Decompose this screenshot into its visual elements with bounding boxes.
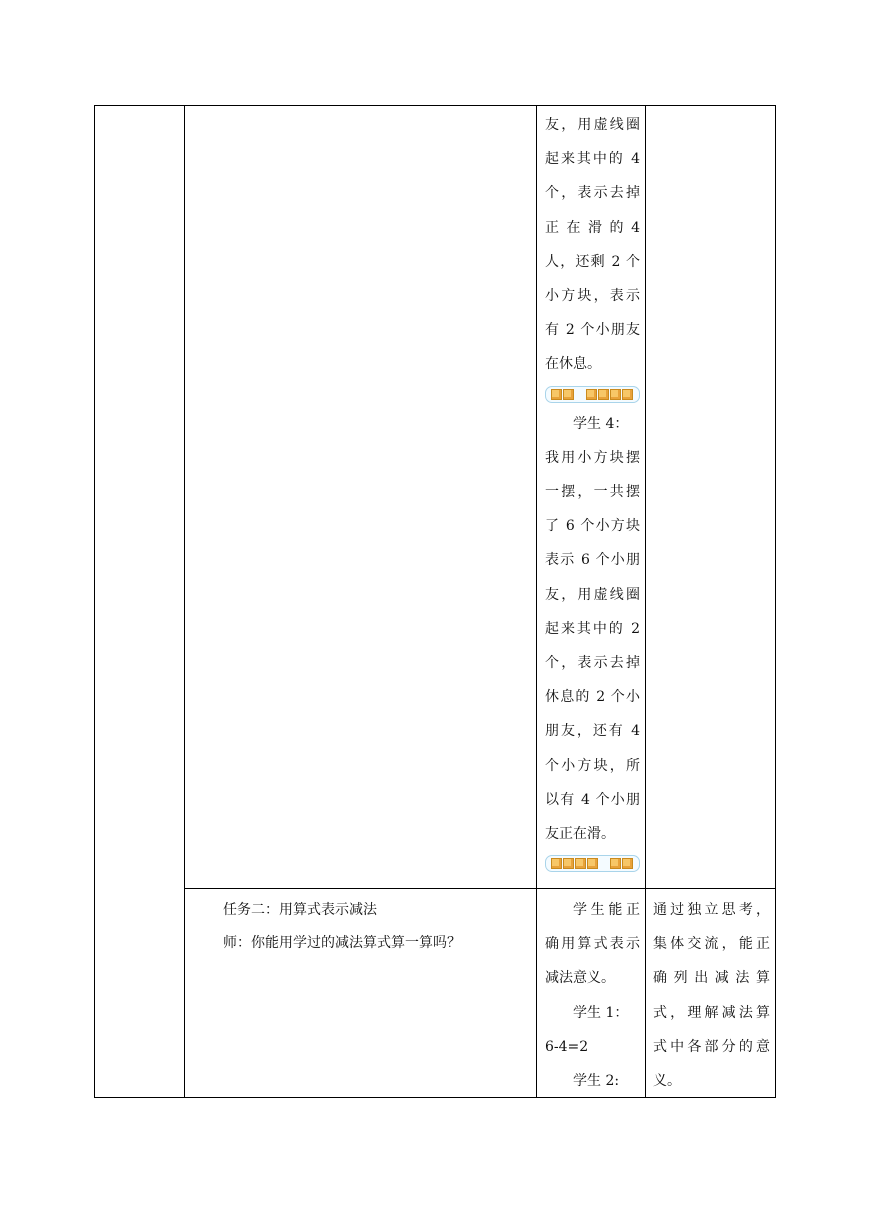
task2-question: 师：你能用学过的减法算式算一算吗？	[223, 935, 461, 951]
block-icon	[551, 858, 562, 869]
text-line: 了 6 个小方块	[545, 518, 640, 535]
text-line: 确用算式表示	[545, 936, 640, 953]
text-line: 起来其中的 4	[545, 151, 640, 168]
block-icon	[551, 389, 562, 400]
text-line: 以有 4 个小朋	[545, 791, 640, 808]
text-line: 小方块，表示	[545, 288, 640, 305]
column-divider-2	[536, 106, 537, 1097]
blocks-figure-1	[545, 386, 640, 403]
text-line: 确 列 出 减 法 算	[653, 970, 770, 987]
column-divider-3	[645, 106, 646, 1097]
task2-cell	[195, 894, 525, 960]
text-line: 个小方块，所	[545, 757, 640, 774]
text-line: 个，表示去掉	[545, 185, 640, 202]
design-intent-cell	[653, 893, 770, 1098]
text-line: 休息的 2 个小	[545, 689, 640, 706]
block-icon	[622, 858, 633, 869]
row-divider	[184, 888, 775, 889]
lesson-table	[94, 105, 776, 1098]
text-line: 式中各部分的意	[653, 1038, 770, 1055]
block-group-right	[610, 858, 634, 869]
text-line: 一摆，一共摆	[545, 484, 640, 501]
text-line: 表示 6 个小朋	[545, 552, 640, 569]
text-line: 友正在滑。	[545, 826, 615, 843]
block-icon	[563, 389, 574, 400]
student3-text	[545, 108, 640, 382]
student2-label: 学生 2:	[573, 1073, 620, 1090]
student-activity-cell	[545, 108, 640, 876]
block-icon	[598, 389, 609, 400]
student-answer-cell	[545, 893, 640, 1098]
text-line: 集体交流，能正	[653, 936, 770, 953]
text-line: 有 2 个小朋友	[545, 322, 640, 339]
text-line: 通过独立思考，	[653, 902, 770, 918]
student4-text	[545, 441, 640, 851]
block-icon	[575, 858, 586, 869]
task2-title: 任务二：用算式表示减法	[223, 902, 377, 918]
text-line: 朋友，还有 4	[545, 723, 640, 740]
text-line: 式，理解减法算	[653, 1004, 770, 1021]
student1-answer: 6-4=2	[545, 1038, 589, 1055]
text-line: 义。	[653, 1073, 681, 1090]
column-divider-1	[184, 106, 185, 1097]
text-line: 友，用虚线圈	[545, 586, 640, 603]
block-icon	[563, 858, 574, 869]
block-group-left	[551, 858, 599, 869]
block-icon	[587, 858, 598, 869]
block-icon	[610, 389, 621, 400]
block-group-right	[586, 389, 634, 400]
text-line: 人，还剩 2 个	[545, 253, 640, 270]
text-line: 减法意义。	[545, 970, 615, 987]
text-line: 学生能正	[573, 902, 640, 918]
text-line: 我用小方块摆	[545, 449, 640, 466]
text-line: 正 在 滑 的 4	[545, 219, 640, 236]
block-icon	[610, 858, 621, 869]
text-line: 个，表示去掉	[545, 655, 640, 672]
block-icon	[622, 389, 633, 400]
student1-label: 学生 1：	[573, 1004, 629, 1021]
student4-label: 学生 4：	[573, 415, 629, 432]
text-line: 在休息。	[545, 356, 601, 373]
blocks-figure-2	[545, 855, 640, 872]
block-icon	[586, 389, 597, 400]
block-group-left	[551, 389, 575, 400]
text-line: 起来其中的 2	[545, 620, 640, 637]
text-line: 友，用虚线圈	[545, 117, 640, 133]
